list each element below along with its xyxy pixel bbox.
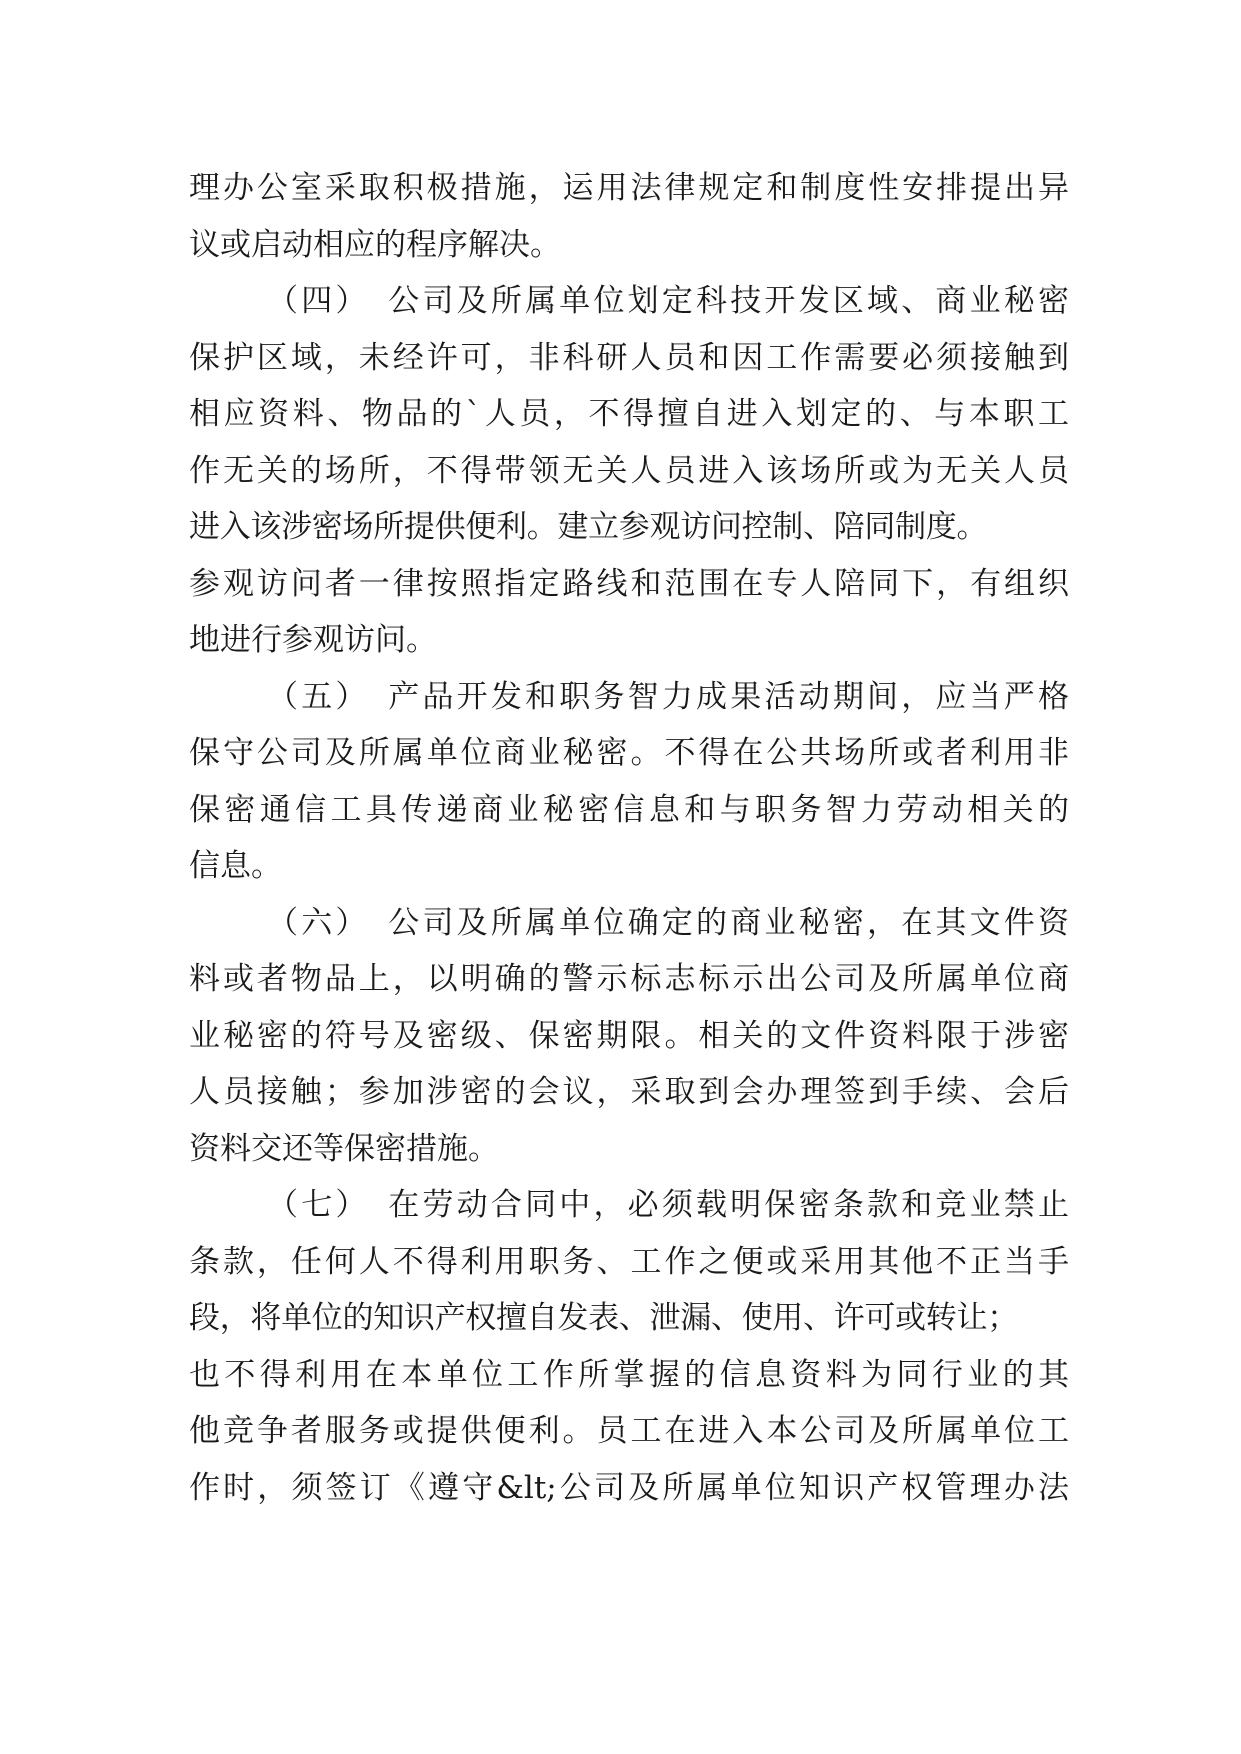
paragraph-3-line-4: 信息。 (189, 848, 282, 884)
paragraph-5-line-3: 段，将单位的知识产权擅自发表、泄漏、使用、许可或转让； (189, 1300, 1018, 1336)
paragraph-5-line-4: 也不得利用在本单位工作所掌握的信息资料为同行业的其 (189, 1356, 1069, 1393)
paragraph-4-line-3: 业秘密的符号及密级、保密期限。相关的文件资料限于涉密 (189, 1017, 1069, 1054)
paragraph-1-line-2: 议或启动相应的程序解决。 (189, 226, 561, 263)
paragraph-2-line-5: 进入该涉密场所提供便利。建立参观访问控制、陪同制度。 (189, 509, 988, 545)
paragraph-4-line-1: （六） 公司及所属单位确定的商业秘密，在其文件资 (267, 904, 1069, 941)
paragraph-2-line-6: 参观访问者一律按照指定路线和范围在专人陪同下，有组织 (189, 565, 1069, 602)
paragraph-3-line-3: 保密通信工具传递商业秘密信息和与职务智力劳动相关的 (189, 791, 1069, 828)
paragraph-4-line-4: 人员接触；参加涉密的会议，采取到会办理签到手续、会后 (189, 1074, 1069, 1110)
paragraph-1-line-1: 理办公室采取积极措施，运用法律规定和制度性安排提出异 (189, 170, 1069, 206)
paragraph-2-line-7: 地进行参观访问。 (189, 622, 437, 658)
paragraph-3-line-2: 保守公司及所属单位商业秘密。不得在公共场所或者利用非 (189, 735, 1069, 771)
paragraph-5-line-5: 他竞争者服务或提供便利。员工在进入本公司及所属单位工 (189, 1413, 1069, 1449)
paragraph-2-line-3: 相应资料、物品的`人员，不得擅自进入划定的、与本职工 (189, 396, 1069, 432)
paragraph-4-line-5: 资料交还等保密措施。 (189, 1130, 499, 1167)
paragraph-2-line-1: （四） 公司及所属单位划定科技开发区域、商业秘密 (267, 283, 1069, 319)
paragraph-2-line-4: 作无关的场所，不得带领无关人员进入该场所或为无关人员 (189, 452, 1069, 489)
paragraph-4-line-2: 料或者物品上，以明确的警示标志标示出公司及所属单位商 (189, 961, 1069, 997)
paragraph-3-line-1: （五） 产品开发和职务智力成果活动期间，应当严格 (267, 678, 1069, 715)
paragraph-5-line-2: 条款，任何人不得利用职务、工作之便或采用其他不正当手 (189, 1243, 1069, 1280)
paragraph-2-line-2: 保护区域，未经许可，非科研人员和因工作需要必须接触到 (189, 339, 1069, 376)
paragraph-5-line-1: （七） 在劳动合同中，必须载明保密条款和竞业禁止 (267, 1187, 1069, 1223)
document-body (189, 160, 1069, 1516)
paragraph-5-line-6: 作时，须签订《遵守&lt;公司及所属单位知识产权管理办法 (189, 1469, 1069, 1506)
